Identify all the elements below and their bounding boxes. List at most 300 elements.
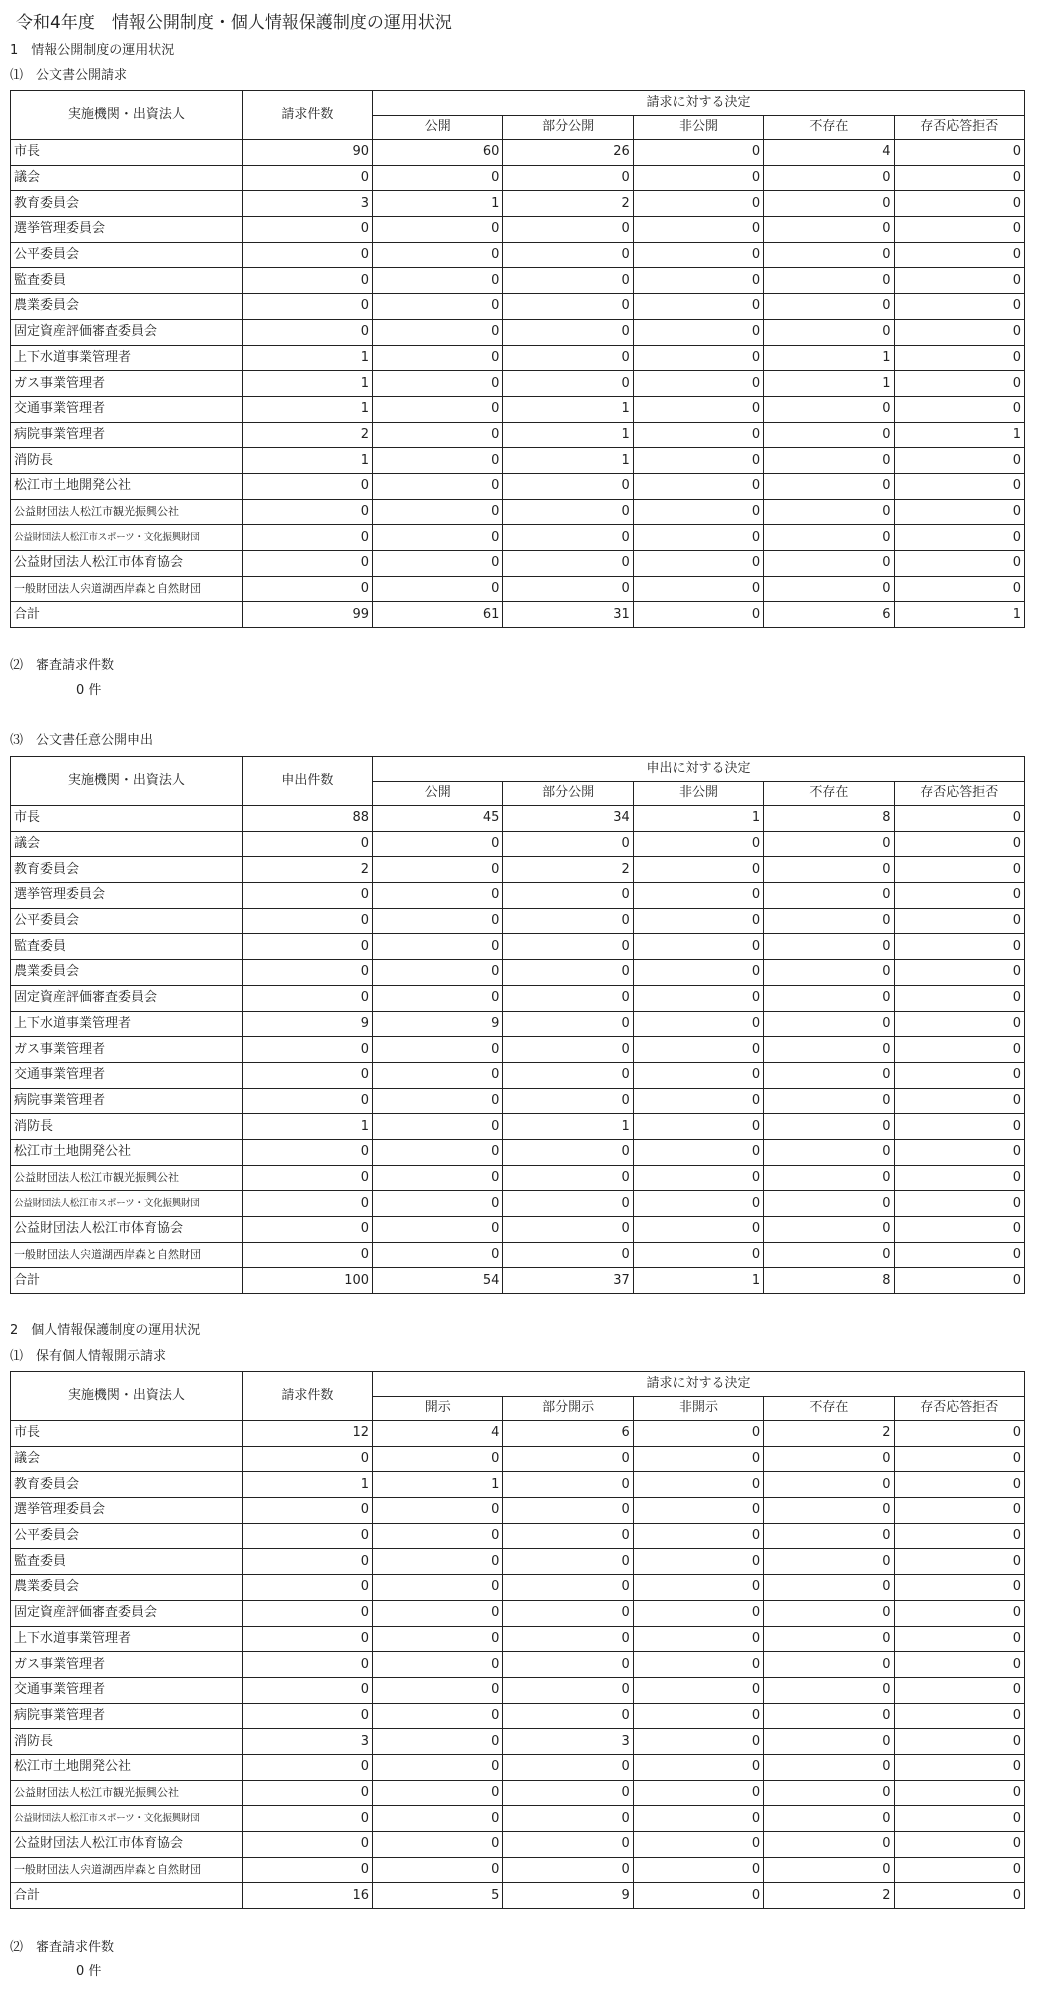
decision-count-cell: 61 bbox=[373, 602, 503, 628]
total-row bbox=[11, 1268, 1025, 1294]
decision-count-cell: 0 bbox=[373, 1832, 503, 1858]
decision-count-cell: 0 bbox=[373, 1754, 503, 1780]
decision-count-cell: 0 bbox=[503, 473, 633, 499]
decision-count-cell: 0 bbox=[894, 1703, 1024, 1729]
decision-count-cell: 0 bbox=[503, 831, 633, 857]
decision-count-cell: 0 bbox=[503, 1165, 633, 1191]
total-row bbox=[11, 602, 1025, 628]
decision-count-cell: 0 bbox=[373, 1652, 503, 1678]
decision-count-cell: 4 bbox=[373, 1421, 503, 1447]
decision-count-cell: 0 bbox=[373, 1780, 503, 1806]
table-row bbox=[11, 1832, 1025, 1858]
decision-count-cell: 0 bbox=[633, 473, 763, 499]
decision-count-cell: 0 bbox=[503, 1626, 633, 1652]
col-header-count: 請求件数 bbox=[242, 1372, 372, 1421]
decision-count-cell: 0 bbox=[373, 1600, 503, 1626]
decision-count-cell: 54 bbox=[373, 1268, 503, 1294]
agency-name: 病院事業管理者 bbox=[11, 1703, 243, 1729]
table-row bbox=[11, 1729, 1025, 1755]
decision-count-cell: 0 bbox=[894, 499, 1024, 525]
agency-name: 公益財団法人松江市体育協会 bbox=[11, 1832, 243, 1858]
decision-count-cell: 0 bbox=[894, 1883, 1024, 1909]
decision-count-cell: 0 bbox=[894, 1242, 1024, 1268]
decision-count-cell: 0 bbox=[894, 576, 1024, 602]
decision-count-cell: 0 bbox=[373, 294, 503, 320]
decision-count-cell: 0 bbox=[633, 217, 763, 243]
col-header-decision: 不存在 bbox=[764, 115, 894, 140]
decision-count-cell: 0 bbox=[764, 525, 894, 551]
decision-count-cell: 0 bbox=[503, 1754, 633, 1780]
agency-name: 上下水道事業管理者 bbox=[11, 1626, 243, 1652]
decision-count-cell: 0 bbox=[764, 960, 894, 986]
request-count-cell: 0 bbox=[242, 1242, 372, 1268]
decision-count-cell: 0 bbox=[503, 499, 633, 525]
agency-name: 合計 bbox=[11, 1268, 243, 1294]
decision-count-cell: 0 bbox=[764, 1088, 894, 1114]
agency-name: 公益財団法人松江市スポーツ・文化振興財団 bbox=[11, 1191, 243, 1217]
table-row bbox=[11, 165, 1025, 191]
table-row bbox=[11, 1857, 1025, 1883]
decision-count-cell: 0 bbox=[503, 1549, 633, 1575]
decision-count-cell: 9 bbox=[373, 1011, 503, 1037]
decision-count-cell: 2 bbox=[503, 191, 633, 217]
table-row bbox=[11, 1703, 1025, 1729]
decision-count-cell: 0 bbox=[633, 831, 763, 857]
decision-count-cell: 0 bbox=[764, 831, 894, 857]
decision-count-cell: 0 bbox=[373, 960, 503, 986]
table-row bbox=[11, 525, 1025, 551]
agency-name: 公益財団法人松江市体育協会 bbox=[11, 551, 243, 577]
decision-count-cell: 0 bbox=[503, 1191, 633, 1217]
decision-count-cell: 0 bbox=[894, 525, 1024, 551]
decision-count-cell: 0 bbox=[633, 448, 763, 474]
col-header-decision: 開示 bbox=[373, 1396, 503, 1421]
request-count-cell: 0 bbox=[242, 1139, 372, 1165]
decision-count-cell: 0 bbox=[633, 908, 763, 934]
decision-count-cell: 0 bbox=[894, 1677, 1024, 1703]
decision-count-cell: 0 bbox=[633, 1523, 763, 1549]
decision-count-cell: 26 bbox=[503, 140, 633, 166]
decision-count-cell: 0 bbox=[503, 268, 633, 294]
decision-count-cell: 0 bbox=[633, 1626, 763, 1652]
decision-count-cell: 31 bbox=[503, 602, 633, 628]
decision-count-cell: 0 bbox=[894, 1011, 1024, 1037]
decision-count-cell: 0 bbox=[764, 217, 894, 243]
col-header-decision-group: 申出に対する決定 bbox=[373, 757, 1025, 782]
request-count-cell: 0 bbox=[242, 908, 372, 934]
agency-name: 固定資産評価審査委員会 bbox=[11, 1600, 243, 1626]
table-row bbox=[11, 371, 1025, 397]
decision-count-cell: 0 bbox=[503, 934, 633, 960]
col-header-decision-group: 請求に対する決定 bbox=[373, 1372, 1025, 1397]
decision-count-cell: 0 bbox=[503, 1575, 633, 1601]
agency-name: 一般財団法人宍道湖西岸森と自然財団 bbox=[11, 576, 243, 602]
decision-count-cell: 0 bbox=[373, 1857, 503, 1883]
decision-count-cell: 2 bbox=[503, 857, 633, 883]
request-count-cell: 1 bbox=[242, 396, 372, 422]
decision-count-cell: 0 bbox=[633, 576, 763, 602]
agency-name: 病院事業管理者 bbox=[11, 1088, 243, 1114]
agency-name: 農業委員会 bbox=[11, 294, 243, 320]
decision-count-cell: 0 bbox=[764, 1523, 894, 1549]
decision-count-cell: 0 bbox=[633, 268, 763, 294]
table-row bbox=[11, 985, 1025, 1011]
request-count-cell: 1 bbox=[242, 1472, 372, 1498]
decision-count-cell: 0 bbox=[633, 1806, 763, 1832]
decision-count-cell: 1 bbox=[503, 396, 633, 422]
request-count-cell: 0 bbox=[242, 1703, 372, 1729]
decision-count-cell: 0 bbox=[764, 1626, 894, 1652]
decision-count-cell: 0 bbox=[894, 1729, 1024, 1755]
decision-count-cell: 0 bbox=[503, 217, 633, 243]
decision-count-cell: 0 bbox=[894, 1549, 1024, 1575]
decision-count-cell: 6 bbox=[764, 602, 894, 628]
decision-count-cell: 0 bbox=[894, 1114, 1024, 1140]
agency-name: 固定資産評価審査委員会 bbox=[11, 319, 243, 345]
table-row bbox=[11, 1652, 1025, 1678]
decision-count-cell: 0 bbox=[764, 1600, 894, 1626]
decision-count-cell: 0 bbox=[503, 985, 633, 1011]
request-count-cell: 0 bbox=[242, 1832, 372, 1858]
col-header-decision: 存否応答拒否 bbox=[894, 781, 1024, 806]
decision-count-cell: 0 bbox=[373, 1677, 503, 1703]
decision-count-cell: 0 bbox=[894, 908, 1024, 934]
decision-count-cell: 0 bbox=[373, 934, 503, 960]
decision-count-cell: 1 bbox=[764, 345, 894, 371]
request-count-cell: 0 bbox=[242, 242, 372, 268]
decision-count-cell: 0 bbox=[764, 191, 894, 217]
col-header-decision: 非公開 bbox=[633, 781, 763, 806]
agency-name: 市長 bbox=[11, 140, 243, 166]
decision-count-cell: 0 bbox=[373, 525, 503, 551]
agency-name: 教育委員会 bbox=[11, 857, 243, 883]
decision-count-cell: 0 bbox=[764, 1446, 894, 1472]
col-header-count: 申出件数 bbox=[242, 757, 372, 806]
agency-name: 監査委員 bbox=[11, 1549, 243, 1575]
request-count-cell: 12 bbox=[242, 1421, 372, 1447]
decision-count-cell: 0 bbox=[764, 1857, 894, 1883]
decision-count-cell: 0 bbox=[894, 1754, 1024, 1780]
section1-heading: 1 情報公開制度の運用状況 bbox=[10, 43, 175, 58]
decision-count-cell: 0 bbox=[764, 1677, 894, 1703]
decision-count-cell: 0 bbox=[373, 985, 503, 1011]
decision-count-cell: 0 bbox=[503, 1498, 633, 1524]
decision-count-cell: 0 bbox=[894, 473, 1024, 499]
decision-count-cell: 0 bbox=[373, 1523, 503, 1549]
table-row bbox=[11, 268, 1025, 294]
decision-count-cell: 0 bbox=[633, 191, 763, 217]
col-header-decision: 公開 bbox=[373, 115, 503, 140]
agency-name: 公益財団法人松江市スポーツ・文化振興財団 bbox=[11, 1806, 243, 1832]
decision-count-cell: 0 bbox=[503, 1088, 633, 1114]
col-header-decision: 存否応答拒否 bbox=[894, 1396, 1024, 1421]
decision-count-cell: 0 bbox=[894, 1857, 1024, 1883]
request-count-cell: 2 bbox=[242, 422, 372, 448]
decision-count-cell: 0 bbox=[633, 319, 763, 345]
agency-name: 農業委員会 bbox=[11, 1575, 243, 1601]
decision-count-cell: 0 bbox=[894, 934, 1024, 960]
request-count-cell: 100 bbox=[242, 1268, 372, 1294]
request-count-cell: 0 bbox=[242, 1523, 372, 1549]
decision-count-cell: 0 bbox=[503, 883, 633, 909]
decision-count-cell: 0 bbox=[764, 294, 894, 320]
agency-name: ガス事業管理者 bbox=[11, 371, 243, 397]
request-count-cell: 1 bbox=[242, 345, 372, 371]
col-header-decision: 公開 bbox=[373, 781, 503, 806]
col-header-agency: 実施機関・出資法人 bbox=[11, 91, 243, 140]
table-row bbox=[11, 1011, 1025, 1037]
table-row bbox=[11, 422, 1025, 448]
agency-name: 公平委員会 bbox=[11, 1523, 243, 1549]
disclosure-request-table bbox=[10, 90, 1025, 628]
request-count-cell: 0 bbox=[242, 319, 372, 345]
table-row bbox=[11, 217, 1025, 243]
decision-count-cell: 0 bbox=[894, 165, 1024, 191]
decision-count-cell: 0 bbox=[764, 448, 894, 474]
decision-count-cell: 0 bbox=[373, 1037, 503, 1063]
decision-count-cell: 0 bbox=[503, 371, 633, 397]
col-header-agency: 実施機関・出資法人 bbox=[11, 757, 243, 806]
decision-count-cell: 0 bbox=[764, 1114, 894, 1140]
request-count-cell: 3 bbox=[242, 1729, 372, 1755]
decision-count-cell: 0 bbox=[764, 1703, 894, 1729]
request-count-cell: 0 bbox=[242, 1498, 372, 1524]
decision-count-cell: 1 bbox=[373, 1472, 503, 1498]
decision-count-cell: 0 bbox=[764, 1242, 894, 1268]
decision-count-cell: 8 bbox=[764, 806, 894, 832]
decision-count-cell: 0 bbox=[894, 1088, 1024, 1114]
decision-count-cell: 9 bbox=[503, 1883, 633, 1909]
decision-count-cell: 0 bbox=[764, 396, 894, 422]
decision-count-cell: 0 bbox=[633, 242, 763, 268]
agency-name: 交通事業管理者 bbox=[11, 396, 243, 422]
request-count-cell: 0 bbox=[242, 1575, 372, 1601]
decision-count-cell: 0 bbox=[894, 268, 1024, 294]
decision-count-cell: 0 bbox=[764, 1191, 894, 1217]
request-count-cell: 0 bbox=[242, 499, 372, 525]
table-row bbox=[11, 1806, 1025, 1832]
decision-count-cell: 0 bbox=[373, 345, 503, 371]
decision-count-cell: 0 bbox=[633, 345, 763, 371]
table-row bbox=[11, 1421, 1025, 1447]
col-header-decision: 部分公開 bbox=[503, 781, 633, 806]
agency-name: 松江市土地開発公社 bbox=[11, 473, 243, 499]
decision-count-cell: 0 bbox=[894, 551, 1024, 577]
decision-count-cell: 0 bbox=[894, 294, 1024, 320]
request-count-cell: 9 bbox=[242, 1011, 372, 1037]
decision-count-cell: 0 bbox=[894, 1472, 1024, 1498]
table-row bbox=[11, 960, 1025, 986]
agency-name: 消防長 bbox=[11, 448, 243, 474]
table-row bbox=[11, 1472, 1025, 1498]
decision-count-cell: 0 bbox=[894, 1780, 1024, 1806]
decision-count-cell: 0 bbox=[764, 985, 894, 1011]
decision-count-cell: 0 bbox=[633, 140, 763, 166]
decision-count-cell: 0 bbox=[764, 1780, 894, 1806]
decision-count-cell: 0 bbox=[633, 857, 763, 883]
decision-count-cell: 0 bbox=[633, 1242, 763, 1268]
decision-count-cell: 0 bbox=[503, 1011, 633, 1037]
decision-count-cell: 8 bbox=[764, 1268, 894, 1294]
decision-count-cell: 1 bbox=[503, 1114, 633, 1140]
agency-name: 一般財団法人宍道湖西岸森と自然財団 bbox=[11, 1242, 243, 1268]
agency-name: 公益財団法人松江市スポーツ・文化振興財団 bbox=[11, 525, 243, 551]
decision-count-cell: 0 bbox=[894, 1165, 1024, 1191]
table-row bbox=[11, 857, 1025, 883]
table-row bbox=[11, 1626, 1025, 1652]
table-row bbox=[11, 576, 1025, 602]
col-header-decision: 部分開示 bbox=[503, 1396, 633, 1421]
table-row bbox=[11, 345, 1025, 371]
decision-count-cell: 0 bbox=[894, 883, 1024, 909]
decision-count-cell: 0 bbox=[894, 319, 1024, 345]
table-row bbox=[11, 1600, 1025, 1626]
table-row bbox=[11, 1191, 1025, 1217]
decision-count-cell: 0 bbox=[764, 1165, 894, 1191]
request-count-cell: 88 bbox=[242, 806, 372, 832]
section2-heading: 2 個人情報保護制度の運用状況 bbox=[10, 1323, 201, 1338]
decision-count-cell: 37 bbox=[503, 1268, 633, 1294]
agency-name: 選挙管理委員会 bbox=[11, 1498, 243, 1524]
request-count-cell: 0 bbox=[242, 551, 372, 577]
table-row bbox=[11, 806, 1025, 832]
table-row bbox=[11, 1088, 1025, 1114]
decision-count-cell: 0 bbox=[633, 1600, 763, 1626]
decision-count-cell: 0 bbox=[633, 1780, 763, 1806]
decision-count-cell: 0 bbox=[503, 165, 633, 191]
decision-count-cell: 0 bbox=[764, 1472, 894, 1498]
request-count-cell: 0 bbox=[242, 883, 372, 909]
decision-count-cell: 0 bbox=[894, 1498, 1024, 1524]
agency-name: 監査委員 bbox=[11, 268, 243, 294]
decision-count-cell: 0 bbox=[894, 1191, 1024, 1217]
agency-name: 議会 bbox=[11, 1446, 243, 1472]
request-count-cell: 0 bbox=[242, 831, 372, 857]
agency-name: 交通事業管理者 bbox=[11, 1677, 243, 1703]
decision-count-cell: 0 bbox=[633, 1062, 763, 1088]
decision-count-cell: 0 bbox=[633, 1446, 763, 1472]
decision-count-cell: 0 bbox=[373, 448, 503, 474]
table-row bbox=[11, 1037, 1025, 1063]
decision-count-cell: 0 bbox=[894, 1523, 1024, 1549]
decision-count-cell: 0 bbox=[633, 499, 763, 525]
table-row bbox=[11, 499, 1025, 525]
agency-name: 議会 bbox=[11, 165, 243, 191]
total-row bbox=[11, 1883, 1025, 1909]
decision-count-cell: 0 bbox=[373, 1703, 503, 1729]
decision-count-cell: 0 bbox=[633, 422, 763, 448]
page-title: 令和4年度 情報公開制度・個人情報保護制度の運用状況 bbox=[16, 13, 452, 33]
decision-count-cell: 0 bbox=[503, 1217, 633, 1243]
request-count-cell: 3 bbox=[242, 191, 372, 217]
table-row bbox=[11, 191, 1025, 217]
decision-count-cell: 0 bbox=[633, 1165, 763, 1191]
col-header-decision: 非開示 bbox=[633, 1396, 763, 1421]
decision-count-cell: 2 bbox=[764, 1421, 894, 1447]
decision-count-cell: 0 bbox=[373, 1242, 503, 1268]
table-row bbox=[11, 1575, 1025, 1601]
decision-count-cell: 0 bbox=[764, 934, 894, 960]
decision-count-cell: 0 bbox=[633, 1703, 763, 1729]
table-row bbox=[11, 831, 1025, 857]
decision-count-cell: 0 bbox=[373, 908, 503, 934]
decision-count-cell: 0 bbox=[764, 268, 894, 294]
table-row bbox=[11, 934, 1025, 960]
decision-count-cell: 0 bbox=[764, 857, 894, 883]
decision-count-cell: 0 bbox=[503, 1523, 633, 1549]
decision-count-cell: 1 bbox=[503, 448, 633, 474]
table-row bbox=[11, 1165, 1025, 1191]
decision-count-cell: 0 bbox=[503, 1139, 633, 1165]
request-count-cell: 1 bbox=[242, 371, 372, 397]
table-row bbox=[11, 319, 1025, 345]
col-header-agency: 実施機関・出資法人 bbox=[11, 1372, 243, 1421]
decision-count-cell: 1 bbox=[894, 422, 1024, 448]
decision-count-cell: 0 bbox=[764, 1549, 894, 1575]
request-count-cell: 1 bbox=[242, 1114, 372, 1140]
agency-name: 松江市土地開発公社 bbox=[11, 1754, 243, 1780]
table-row bbox=[11, 448, 1025, 474]
decision-count-cell: 0 bbox=[373, 551, 503, 577]
voluntary-disclosure-table bbox=[10, 756, 1025, 1294]
request-count-cell: 0 bbox=[242, 1165, 372, 1191]
review-request-caption: ⑵ 審査請求件数 bbox=[10, 658, 115, 673]
col-header-count: 請求件数 bbox=[242, 91, 372, 140]
decision-count-cell: 0 bbox=[373, 1062, 503, 1088]
decision-count-cell: 0 bbox=[373, 1446, 503, 1472]
decision-count-cell: 0 bbox=[633, 1139, 763, 1165]
request-count-cell: 0 bbox=[242, 268, 372, 294]
decision-count-cell: 0 bbox=[373, 473, 503, 499]
decision-count-cell: 0 bbox=[373, 1191, 503, 1217]
request-count-cell: 0 bbox=[242, 985, 372, 1011]
decision-count-cell: 0 bbox=[894, 1421, 1024, 1447]
decision-count-cell: 0 bbox=[503, 1242, 633, 1268]
decision-count-cell: 0 bbox=[373, 396, 503, 422]
decision-count-cell: 0 bbox=[503, 242, 633, 268]
decision-count-cell: 0 bbox=[894, 1806, 1024, 1832]
decision-count-cell: 0 bbox=[373, 1217, 503, 1243]
table-row bbox=[11, 1446, 1025, 1472]
decision-count-cell: 0 bbox=[894, 1139, 1024, 1165]
request-count-cell: 0 bbox=[242, 1446, 372, 1472]
agency-name: 消防長 bbox=[11, 1114, 243, 1140]
decision-count-cell: 0 bbox=[633, 1114, 763, 1140]
decision-count-cell: 0 bbox=[633, 294, 763, 320]
table-row bbox=[11, 551, 1025, 577]
table-row bbox=[11, 883, 1025, 909]
decision-count-cell: 0 bbox=[894, 857, 1024, 883]
decision-count-cell: 0 bbox=[633, 1217, 763, 1243]
table-row bbox=[11, 1139, 1025, 1165]
request-count-cell: 0 bbox=[242, 934, 372, 960]
decision-count-cell: 0 bbox=[764, 319, 894, 345]
review-request-count-2: 0 件 bbox=[76, 1964, 102, 1979]
decision-count-cell: 0 bbox=[764, 1575, 894, 1601]
request-count-cell: 0 bbox=[242, 1217, 372, 1243]
agency-name: 一般財団法人宍道湖西岸森と自然財団 bbox=[11, 1857, 243, 1883]
agency-name: 公益財団法人松江市観光振興公社 bbox=[11, 1780, 243, 1806]
decision-count-cell: 0 bbox=[503, 1857, 633, 1883]
table-row bbox=[11, 1523, 1025, 1549]
decision-count-cell: 0 bbox=[894, 1268, 1024, 1294]
decision-count-cell: 0 bbox=[894, 1626, 1024, 1652]
request-count-cell: 0 bbox=[242, 1626, 372, 1652]
decision-count-cell: 0 bbox=[373, 831, 503, 857]
request-count-cell: 0 bbox=[242, 1088, 372, 1114]
decision-count-cell: 0 bbox=[633, 525, 763, 551]
agency-name: 公益財団法人松江市観光振興公社 bbox=[11, 499, 243, 525]
